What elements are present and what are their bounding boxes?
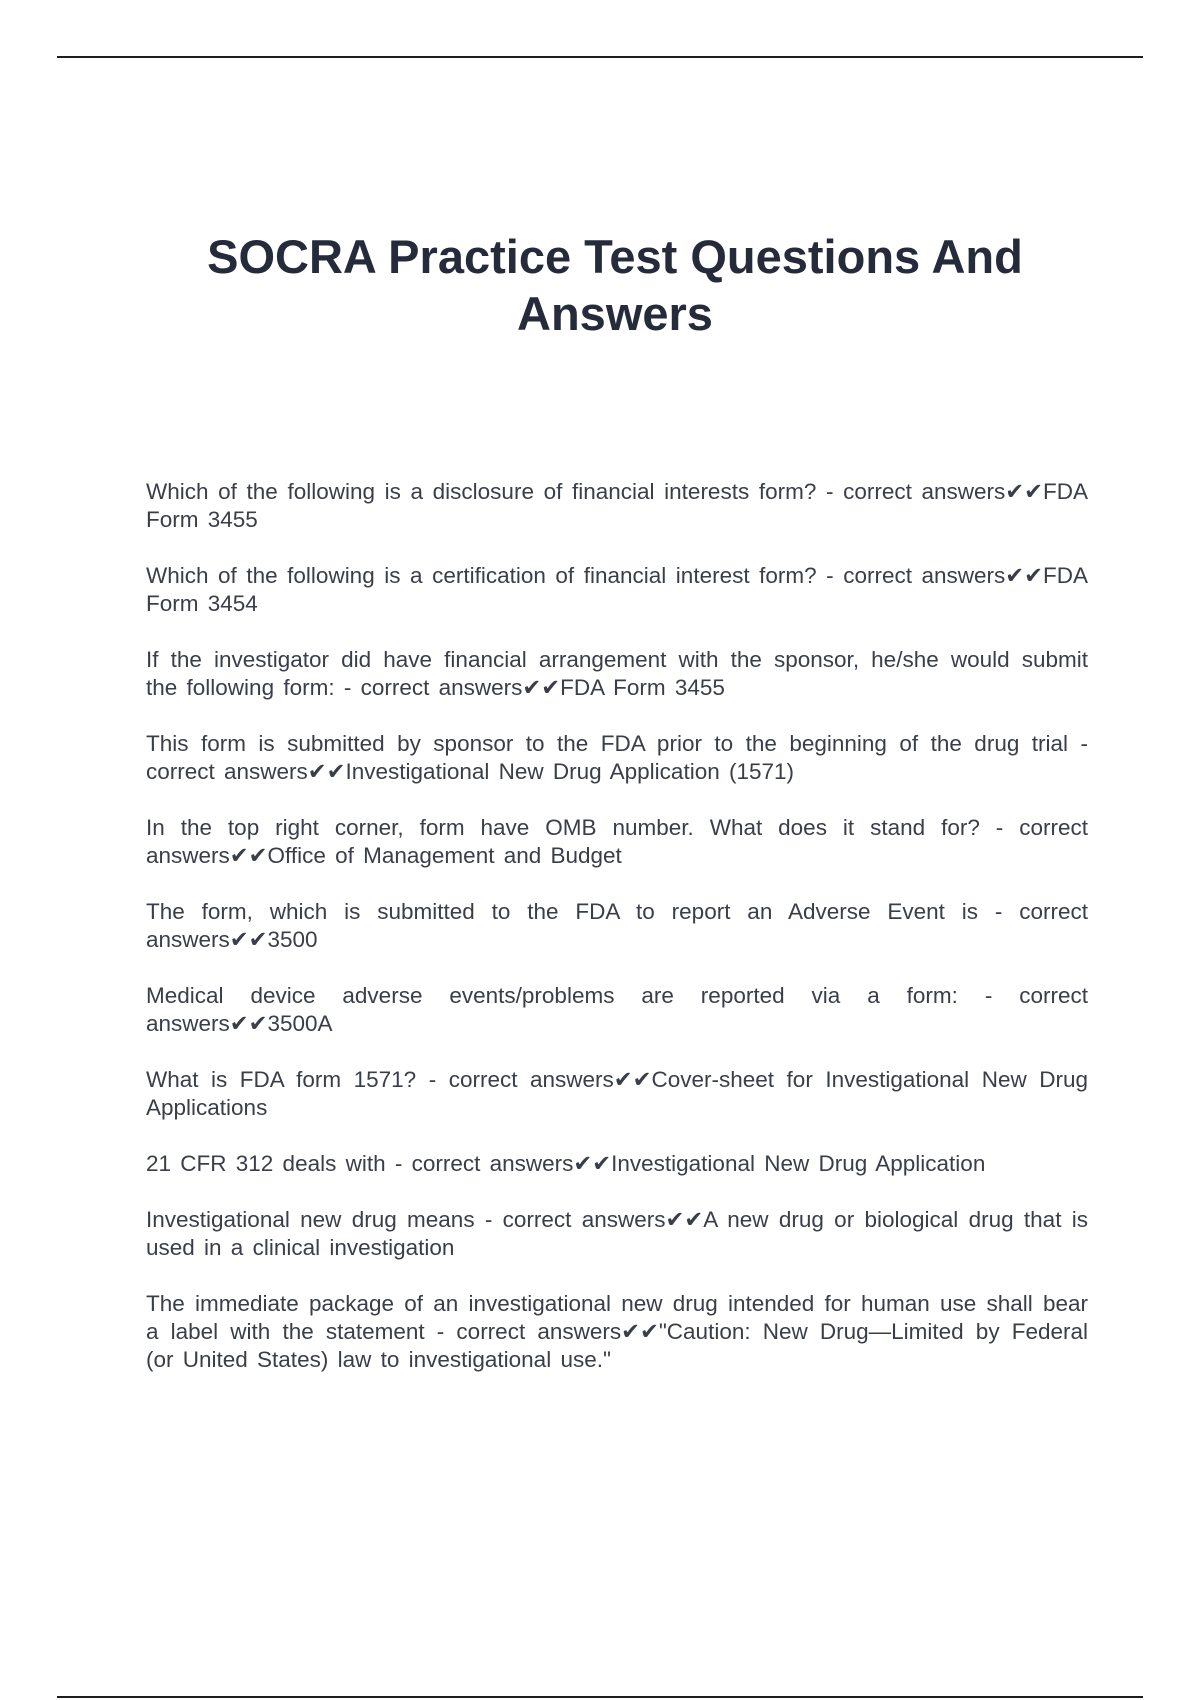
question-text: If the investigator did have financial arrangement with the sponsor, he/she would submit the following form:: [146, 647, 1088, 700]
qa-item-4: [146, 730, 1088, 786]
question-text: Medical device adverse events/problems are reported via a form:: [146, 983, 958, 1008]
answer-text: A new drug or biological drug that is used in a clinical investigation: [146, 1207, 1088, 1260]
bottom-rule: [57, 1696, 1143, 1698]
answer-marker: - correct answers✔✔: [474, 1207, 704, 1232]
answer-text: Cover-sheet for Investigational New Drug Applications: [146, 1067, 1088, 1120]
qa-item-8: [146, 1066, 1088, 1122]
qa-item-2: [146, 562, 1088, 618]
question-text: In the top right corner, form have OMB number. What does it stand for?: [146, 815, 980, 840]
answer-text: FDA Form 3454: [146, 563, 1088, 616]
question-text: The form, which is submitted to the FDA to report an Adverse Event is: [146, 899, 979, 924]
answer-text: Investigational New Drug Application (1571): [345, 759, 795, 784]
qa-item-1: [146, 478, 1088, 534]
qa-item-10: [146, 1206, 1088, 1262]
top-rule: [57, 56, 1143, 58]
answer-marker: - correct answers✔✔: [424, 1319, 659, 1344]
qa-list: [146, 478, 1088, 1402]
answer-marker: - correct answers✔✔: [416, 1067, 652, 1092]
answer-marker: - correct answers✔✔: [146, 983, 1088, 1036]
question-text: The immediate package of an investigational new drug intended for human use shall bear a label with the statement: [146, 1291, 1088, 1344]
qa-item-5: [146, 814, 1088, 870]
qa-item-7: [146, 982, 1088, 1038]
answer-marker: - correct answers✔✔: [816, 563, 1043, 588]
qa-item-9: [146, 1150, 1088, 1178]
qa-item-3: [146, 646, 1088, 702]
answer-text: FDA Form 3455: [146, 479, 1088, 532]
answer-marker: - correct answers✔✔: [816, 479, 1043, 504]
answer-text: "Caution: New Drug—Limited by Federal (or United States) law to investigational use.": [146, 1319, 1088, 1372]
answer-text: Office of Management and Budget: [267, 843, 622, 868]
answer-text: FDA Form 3455: [560, 675, 725, 700]
answer-text: 3500A: [267, 1011, 333, 1036]
question-text: Which of the following is a certification of financial interest form?: [146, 563, 817, 588]
question-text: 21 CFR 312 deals with: [146, 1151, 386, 1176]
question-text: This form is submitted by sponsor to the FDA prior to the beginning of the drug trial: [146, 731, 1069, 756]
answer-text: 3500: [267, 927, 318, 952]
question-text: Which of the following is a disclosure of financial interests form?: [146, 479, 817, 504]
answer-marker: - correct answers✔✔: [146, 731, 1088, 784]
qa-item-11: [146, 1290, 1088, 1374]
question-text: What is FDA form 1571?: [146, 1067, 417, 1092]
qa-item-6: [146, 898, 1088, 954]
question-text: Investigational new drug means: [146, 1207, 475, 1232]
document-title: SOCRA Practice Test Questions And Answers: [207, 230, 1023, 340]
answer-marker: - correct answers✔✔: [146, 899, 1088, 952]
answer-marker: - correct answers✔✔: [334, 675, 561, 700]
answer-marker: - correct answers✔✔: [146, 815, 1088, 868]
answer-marker: - correct answers✔✔: [385, 1151, 612, 1176]
answer-text: Investigational New Drug Application: [611, 1151, 986, 1176]
